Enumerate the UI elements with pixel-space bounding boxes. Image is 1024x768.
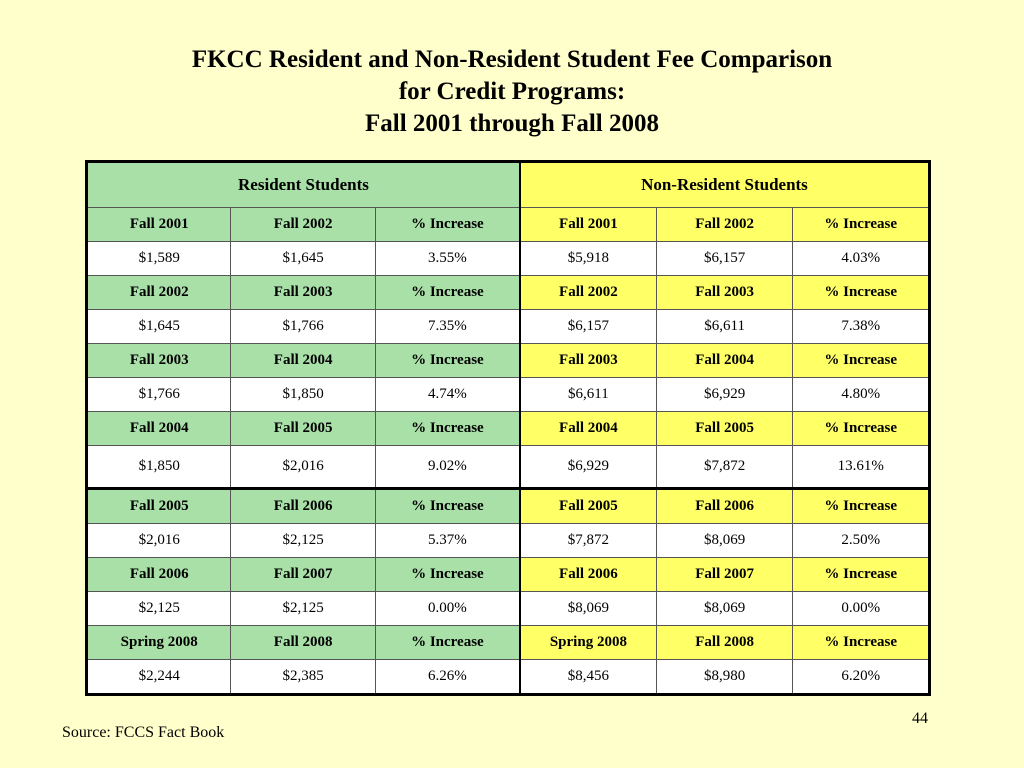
resident-increase-label: % Increase bbox=[375, 344, 520, 378]
period-header-row bbox=[87, 412, 930, 446]
non-resident-from-value: $7,872 bbox=[520, 524, 657, 558]
non-resident-increase-label: % Increase bbox=[793, 626, 930, 660]
non-resident-from-label: Fall 2001 bbox=[520, 208, 657, 242]
resident-from-label: Spring 2008 bbox=[87, 626, 231, 660]
page-number: 44 bbox=[912, 710, 928, 727]
resident-from-label: Fall 2002 bbox=[87, 276, 231, 310]
non-resident-from-value: $6,929 bbox=[520, 446, 657, 489]
non-resident-to-label: Fall 2006 bbox=[656, 489, 792, 524]
non-resident-increase-value: 7.38% bbox=[793, 310, 930, 344]
title-line-2: for Credit Programs: bbox=[398, 78, 626, 105]
resident-from-value: $1,850 bbox=[87, 446, 231, 489]
non-resident-increase-label: % Increase bbox=[793, 412, 930, 446]
non-resident-increase-value: 4.80% bbox=[793, 378, 930, 412]
resident-to-value: $1,645 bbox=[231, 242, 375, 276]
period-value-row bbox=[87, 378, 930, 412]
resident-increase-value: 5.37% bbox=[375, 524, 520, 558]
non-resident-to-label: Fall 2003 bbox=[656, 276, 792, 310]
non-resident-to-label: Fall 2004 bbox=[656, 344, 792, 378]
resident-from-value: $1,766 bbox=[87, 378, 231, 412]
non-resident-from-value: $6,157 bbox=[520, 310, 657, 344]
resident-increase-label: % Increase bbox=[375, 276, 520, 310]
resident-increase-value: 0.00% bbox=[375, 592, 520, 626]
resident-to-value: $1,766 bbox=[231, 310, 375, 344]
period-value-row bbox=[87, 524, 930, 558]
period-value-row bbox=[87, 242, 930, 276]
resident-increase-value: 6.26% bbox=[375, 660, 520, 695]
non-resident-increase-label: % Increase bbox=[793, 558, 930, 592]
non-resident-increase-value: 0.00% bbox=[793, 592, 930, 626]
non-resident-from-label: Fall 2006 bbox=[520, 558, 657, 592]
resident-increase-value: 4.74% bbox=[375, 378, 520, 412]
non-resident-to-value: $6,929 bbox=[656, 378, 792, 412]
non-resident-increase-label: % Increase bbox=[793, 489, 930, 524]
non-resident-increase-value: 2.50% bbox=[793, 524, 930, 558]
resident-to-value: $2,125 bbox=[231, 524, 375, 558]
resident-from-value: $2,016 bbox=[87, 524, 231, 558]
resident-to-label: Fall 2008 bbox=[231, 626, 375, 660]
period-header-row bbox=[87, 489, 930, 524]
source-note: Source: FCCS Fact Book bbox=[62, 724, 225, 741]
non-resident-from-label: Fall 2004 bbox=[520, 412, 657, 446]
resident-from-label: Fall 2001 bbox=[87, 208, 231, 242]
resident-to-value: $2,125 bbox=[231, 592, 375, 626]
resident-from-label: Fall 2006 bbox=[87, 558, 231, 592]
resident-from-value: $1,589 bbox=[87, 242, 231, 276]
non-resident-increase-label: % Increase bbox=[793, 208, 930, 242]
resident-to-label: Fall 2004 bbox=[231, 344, 375, 378]
non-resident-to-value: $7,872 bbox=[656, 446, 792, 489]
resident-increase-value: 3.55% bbox=[375, 242, 520, 276]
resident-to-label: Fall 2007 bbox=[231, 558, 375, 592]
resident-increase-label: % Increase bbox=[375, 626, 520, 660]
non-resident-from-label: Spring 2008 bbox=[520, 626, 657, 660]
non-resident-to-label: Fall 2005 bbox=[656, 412, 792, 446]
resident-increase-label: % Increase bbox=[375, 489, 520, 524]
resident-students-header: Resident Students bbox=[87, 162, 520, 208]
non-resident-to-label: Fall 2007 bbox=[656, 558, 792, 592]
non-resident-increase-value: 6.20% bbox=[793, 660, 930, 695]
non-resident-to-label: Fall 2008 bbox=[656, 626, 792, 660]
resident-to-value: $2,016 bbox=[231, 446, 375, 489]
period-header-row bbox=[87, 626, 930, 660]
resident-from-label: Fall 2003 bbox=[87, 344, 231, 378]
non-resident-to-value: $8,980 bbox=[656, 660, 792, 695]
title-line-1: FKCC Resident and Non-Resident Student Fee Comparison bbox=[191, 46, 833, 73]
resident-from-value: $2,125 bbox=[87, 592, 231, 626]
resident-to-label: Fall 2005 bbox=[231, 412, 375, 446]
resident-to-value: $1,850 bbox=[231, 378, 375, 412]
period-value-row bbox=[87, 660, 930, 695]
period-value-row bbox=[87, 310, 930, 344]
non-resident-from-value: $5,918 bbox=[520, 242, 657, 276]
non-resident-to-value: $8,069 bbox=[656, 524, 792, 558]
non-resident-to-value: $6,157 bbox=[656, 242, 792, 276]
resident-increase-value: 9.02% bbox=[375, 446, 520, 489]
non-resident-increase-value: 13.61% bbox=[793, 446, 930, 489]
period-header-row bbox=[87, 558, 930, 592]
non-resident-increase-value: 4.03% bbox=[793, 242, 930, 276]
period-header-row bbox=[87, 276, 930, 310]
resident-to-label: Fall 2003 bbox=[231, 276, 375, 310]
resident-to-label: Fall 2006 bbox=[231, 489, 375, 524]
period-value-row bbox=[87, 592, 930, 626]
non-resident-from-label: Fall 2003 bbox=[520, 344, 657, 378]
resident-increase-label: % Increase bbox=[375, 558, 520, 592]
non-resident-to-value: $8,069 bbox=[656, 592, 792, 626]
resident-to-label: Fall 2002 bbox=[231, 208, 375, 242]
non-resident-from-value: $6,611 bbox=[520, 378, 657, 412]
resident-from-label: Fall 2004 bbox=[87, 412, 231, 446]
non-resident-from-value: $8,456 bbox=[520, 660, 657, 695]
resident-increase-label: % Increase bbox=[375, 412, 520, 446]
resident-from-label: Fall 2005 bbox=[87, 489, 231, 524]
period-header-row bbox=[87, 208, 930, 242]
non-resident-to-value: $6,611 bbox=[656, 310, 792, 344]
period-value-row bbox=[87, 446, 930, 489]
title-line-3: Fall 2001 through Fall 2008 bbox=[364, 110, 659, 137]
non-resident-increase-label: % Increase bbox=[793, 276, 930, 310]
fee-comparison-table bbox=[85, 160, 931, 696]
non-resident-from-label: Fall 2005 bbox=[520, 489, 657, 524]
non-resident-students-header: Non-Resident Students bbox=[520, 162, 930, 208]
non-resident-from-value: $8,069 bbox=[520, 592, 657, 626]
resident-from-value: $2,244 bbox=[87, 660, 231, 695]
fee-table-body bbox=[87, 162, 930, 695]
resident-increase-label: % Increase bbox=[375, 208, 520, 242]
slide-title bbox=[0, 44, 1024, 140]
period-header-row bbox=[87, 344, 930, 378]
group-header-row bbox=[87, 162, 930, 208]
non-resident-to-label: Fall 2002 bbox=[656, 208, 792, 242]
non-resident-increase-label: % Increase bbox=[793, 344, 930, 378]
non-resident-from-label: Fall 2002 bbox=[520, 276, 657, 310]
resident-from-value: $1,645 bbox=[87, 310, 231, 344]
resident-to-value: $2,385 bbox=[231, 660, 375, 695]
resident-increase-value: 7.35% bbox=[375, 310, 520, 344]
